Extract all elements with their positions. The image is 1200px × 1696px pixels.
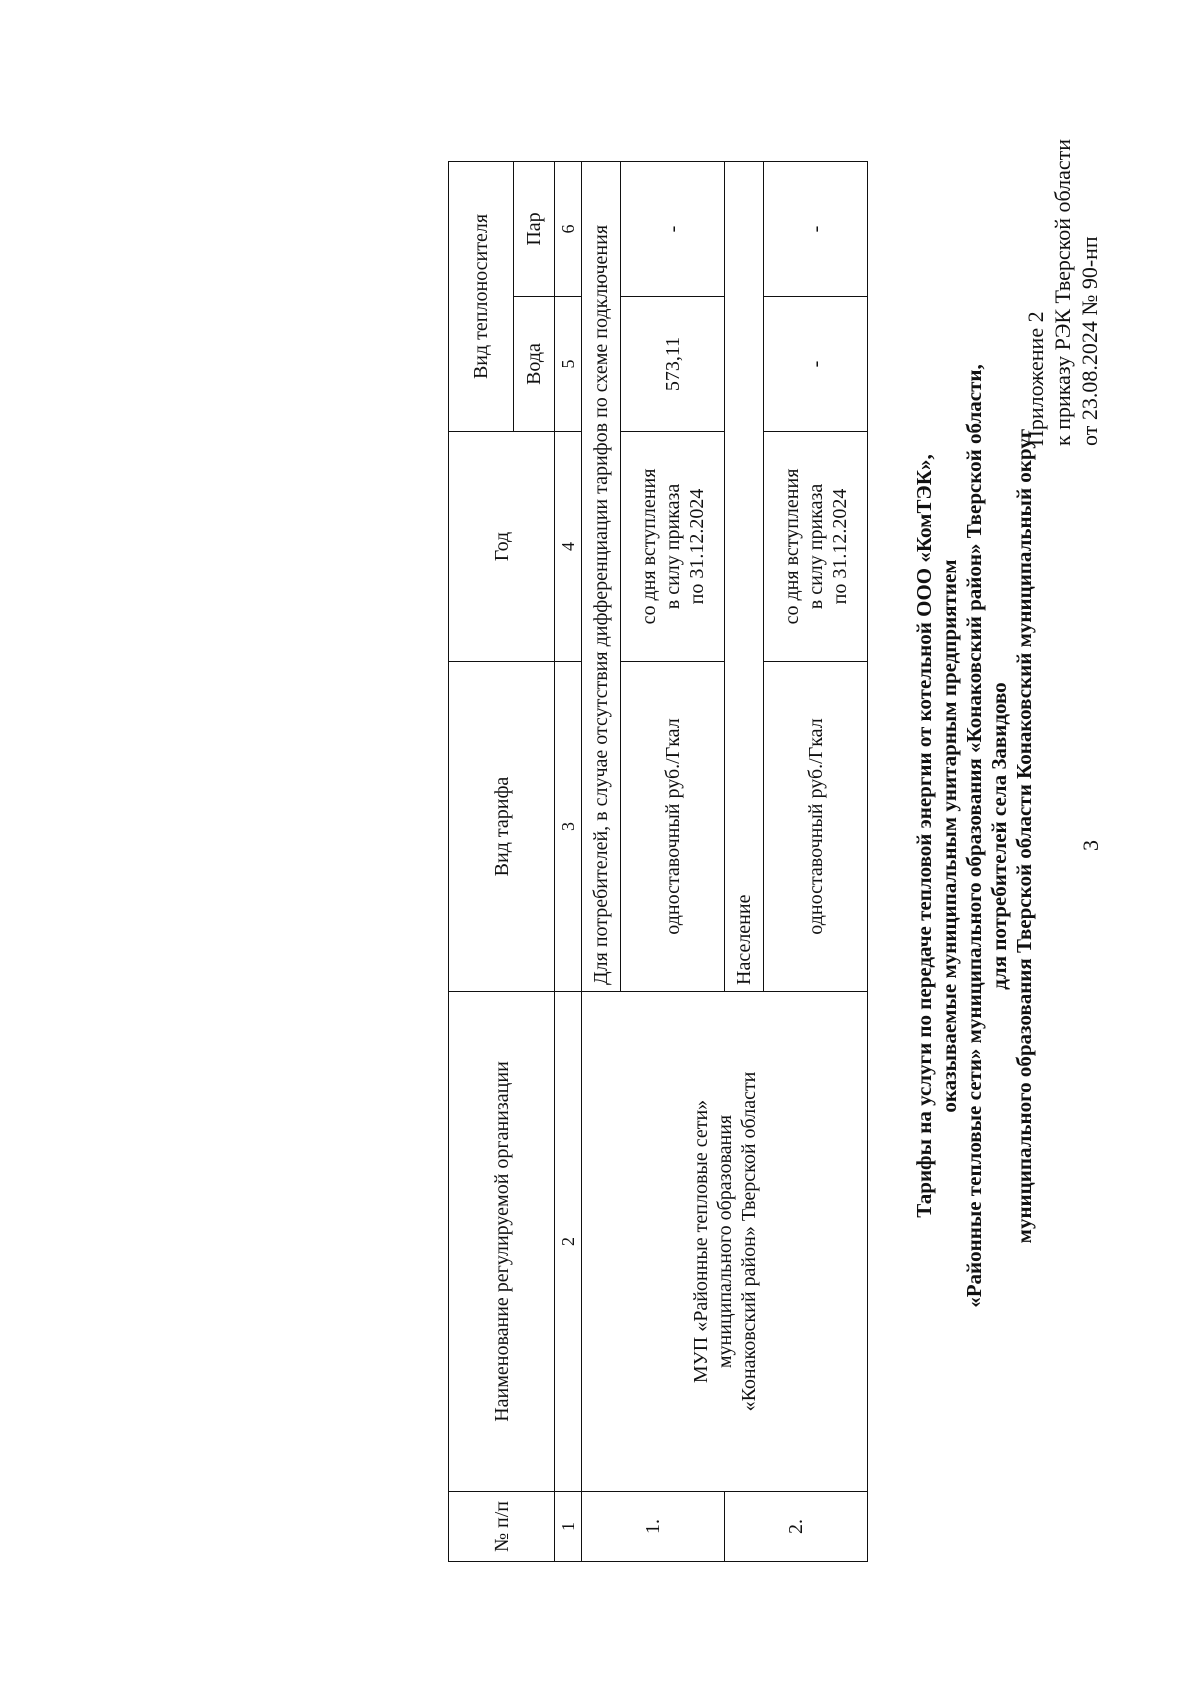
row-1-water: 573,11: [621, 297, 725, 432]
appendix-line-1: Приложение 2: [1023, 311, 1048, 446]
section-label-population: Население: [725, 161, 764, 991]
header-year: Год: [449, 432, 555, 662]
row-2-year: [764, 432, 868, 662]
row-2-tariff: одноставочный руб./Гкал: [764, 662, 868, 992]
row-1-year: [621, 432, 725, 662]
year-line: со дня вступления: [637, 468, 660, 625]
header-carrier: Вид теплоносителя: [449, 161, 514, 431]
year-line: по 31.12.2024: [685, 488, 708, 605]
page-number: 3: [1078, 840, 1103, 851]
index-cell: 1: [555, 1492, 582, 1562]
section-row-1: [582, 161, 621, 1561]
row-2-steam: -: [764, 161, 868, 296]
header-row: [449, 161, 514, 1561]
row-1-steam: -: [621, 161, 725, 296]
row-2-water: -: [764, 297, 868, 432]
header-water: Вода: [514, 297, 555, 432]
index-cell: 6: [555, 161, 582, 296]
tariff-table-wrapper: [448, 162, 851, 1562]
org-line-3: «Конаковский район» Тверской области: [737, 1071, 760, 1412]
org-name-cell: [582, 992, 868, 1492]
section-label-general: Для потребителей, в случае отсутствия дифференциации тарифов по схеме подключения: [582, 161, 621, 991]
index-cell: 2: [555, 992, 582, 1492]
appendix-line-3: от 23.08.2024 № 90-нп: [1077, 236, 1102, 446]
index-cell: 4: [555, 432, 582, 662]
year-line: в силу приказа: [661, 483, 684, 610]
tariff-table: [448, 161, 868, 1562]
header-steam: Пар: [514, 161, 555, 296]
title-line-3: «Районные тепловые сети» муниципального образования «Конаковский район» Тверской области,: [962, 364, 986, 1308]
header-org: Наименование регулируемой организации: [449, 992, 555, 1492]
year-line: в силу приказа: [804, 483, 827, 610]
header-num: № п/п: [449, 1492, 555, 1562]
row-1-num: 1.: [582, 1492, 725, 1562]
index-row: [555, 161, 582, 1561]
row-2-num: 2.: [725, 1492, 868, 1562]
index-cell: 3: [555, 662, 582, 992]
title-line-2: оказываемые муниципальным унитарным предприятием: [937, 559, 961, 1113]
title-line-4: для потребителей села Завидово: [987, 682, 1011, 990]
org-line-1: МУП «Районные тепловые сети»: [689, 1099, 712, 1384]
title-line-5: муниципального образования Тверской области Конаковский муниципальный округ: [1012, 428, 1036, 1244]
index-cell: 5: [555, 297, 582, 432]
document-title: [912, 336, 1037, 1336]
year-line: со дня вступления: [780, 468, 803, 625]
year-line: по 31.12.2024: [828, 488, 851, 605]
header-tariff-type: Вид тарифа: [449, 662, 555, 992]
row-1-tariff: одноставочный руб./Гкал: [621, 662, 725, 992]
title-line-1: Тарифы на услуги по передаче тепловой энергии от котельной ООО «КомТЭК»,: [912, 454, 936, 1218]
appendix-line-2: к приказу РЭК Тверской области: [1050, 138, 1075, 446]
org-line-2: муниципального образования: [713, 1114, 736, 1369]
